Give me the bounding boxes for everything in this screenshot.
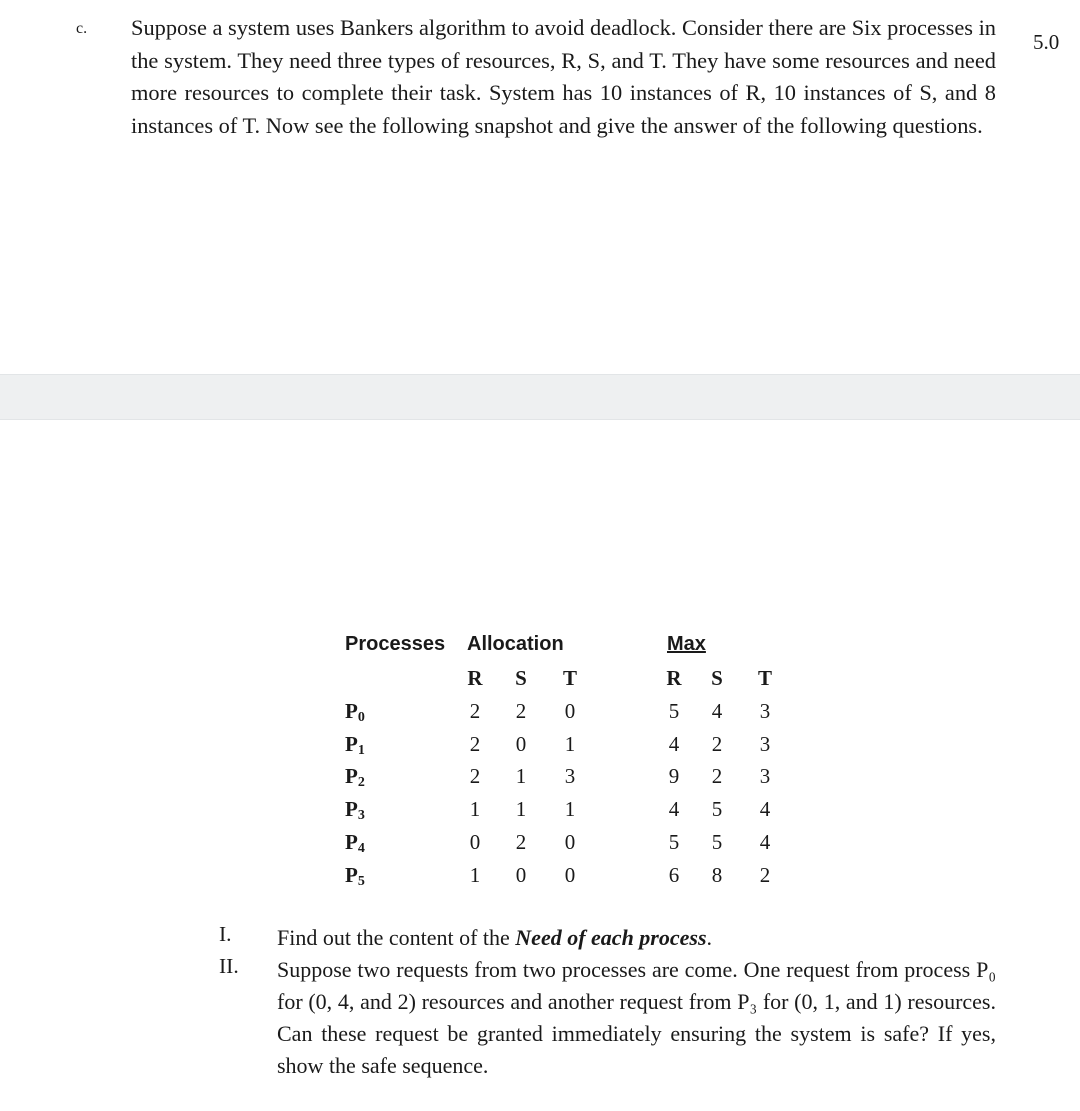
max-col-header-s: S: [711, 666, 723, 690]
allocation-cell: 3: [564, 764, 576, 789]
sub-question-text-before: Suppose two requests from two processes are come. One request from process P₀ for (0, 4, and 2) resources and another request from P₃ for (0, 1, and 1) resources. Can these request be granted immediately ensuring the system is safe? If yes, show the safe sequence.: [277, 957, 996, 1078]
max-cell: 3: [759, 764, 771, 789]
sub-question-text-after: .: [706, 925, 713, 950]
process-label: $P_3$: [345, 797, 365, 824]
allocation-cell: 2: [469, 699, 481, 723]
max-cell: 4: [711, 699, 723, 723]
allocation-cell: 0: [564, 862, 576, 887]
process-label: $P_4$: [345, 829, 365, 856]
allocation-col-header-s: S: [515, 666, 527, 690]
max-cell: 3: [759, 699, 771, 723]
sub-question-text: [277, 922, 996, 954]
allocation-cell: 1: [469, 797, 481, 822]
max-cell: 6: [668, 862, 680, 887]
max-cell: 5: [711, 829, 723, 854]
allocation-cell: 1: [564, 731, 576, 756]
max-cell: 2: [711, 764, 723, 789]
process-label: $P_2$: [345, 764, 365, 791]
allocation-cell: 2: [469, 764, 481, 789]
allocation-cell: 1: [515, 764, 527, 789]
sub-question-number: I.: [219, 922, 232, 946]
max-cell: 5: [711, 797, 723, 822]
max-cell: 3: [759, 731, 771, 756]
allocation-col-header-t: T: [562, 666, 577, 690]
allocation-cell: 2: [515, 829, 527, 854]
max-cell: 4: [668, 731, 680, 756]
process-label: $P_1$: [345, 731, 365, 758]
max-cell: 4: [668, 797, 680, 822]
allocation-col-header-r: R: [467, 666, 483, 690]
max-cell: 2: [711, 731, 723, 756]
sub-question-emphasis: Need of each process: [515, 925, 707, 950]
max-col-header-r: R: [666, 666, 682, 690]
max-cell: 4: [759, 829, 771, 854]
processes-header: Processes: [345, 633, 446, 655]
process-label: $P_0$: [345, 699, 365, 725]
allocation-cell: 1: [515, 797, 527, 822]
max-header: Max: [667, 633, 706, 655]
max-cell: 4: [759, 797, 771, 822]
max-col-header-t: T: [757, 666, 772, 690]
max-cell: 9: [668, 764, 680, 789]
allocation-cell: 2: [469, 731, 481, 756]
max-cell: 2: [759, 862, 771, 887]
question-label: c.: [76, 20, 88, 37]
allocation-cell: 0: [469, 829, 481, 854]
sub-question-number: II.: [219, 954, 239, 978]
marks-value: 5.0: [1033, 30, 1060, 54]
allocation-cell: 0: [564, 699, 576, 723]
question-text: Suppose a system uses Bankers algorithm to avoid deadlock. Consider there are Six processes in the system. They need three types of resources, R, S, and T. They have some resources and need more resources to complete their task. System has 10 instances of R, 10 instances of S, and 8 instances of T. Now see the following snapshot and give the answer of the following questions.: [131, 15, 996, 138]
allocation-cell: 0: [515, 731, 527, 756]
sub-question-text: [277, 954, 996, 1082]
allocation-header: Allocation: [467, 633, 564, 655]
allocation-cell: 1: [469, 862, 481, 887]
allocation-cell: 1: [564, 797, 576, 822]
allocation-cell: 0: [515, 862, 527, 887]
max-cell: 8: [711, 862, 723, 887]
process-label: $P_5$: [345, 862, 365, 889]
allocation-cell: 0: [564, 829, 576, 854]
max-cell: 5: [668, 829, 680, 854]
sub-question-text-before: Find out the content of the: [277, 925, 516, 950]
max-cell: 5: [668, 699, 680, 723]
allocation-cell: 2: [515, 699, 527, 723]
